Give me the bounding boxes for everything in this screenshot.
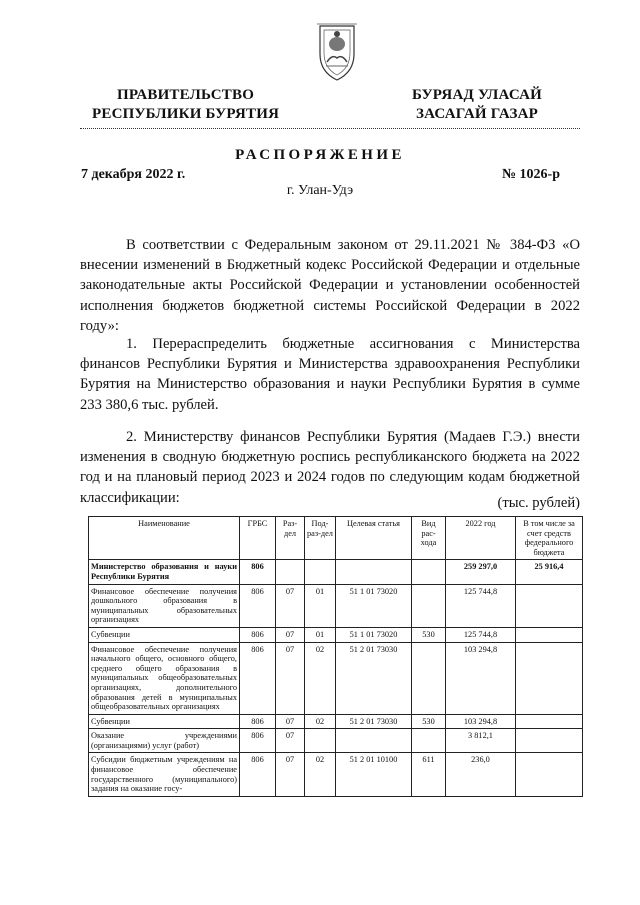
cell-grbs: 806	[240, 560, 276, 584]
cell-grbs: 806	[240, 729, 276, 753]
cell-name: Министерство образования и науки Республики Бурятия	[89, 560, 240, 584]
cell-vid: 530	[412, 627, 446, 642]
cell-year: 3 812,1	[446, 729, 516, 753]
cell-podrazdel: 02	[305, 642, 336, 714]
cell-vid	[412, 584, 446, 627]
cell-razdel	[276, 560, 305, 584]
unit-label: (тыс. рублей)	[497, 495, 580, 511]
cell-podrazdel: 02	[305, 714, 336, 729]
cell-vid	[412, 729, 446, 753]
cell-target: 51 1 01 73020	[336, 584, 412, 627]
cell-razdel: 07	[276, 753, 305, 796]
table-row	[89, 584, 583, 627]
cell-target: 51 2 01 73030	[336, 714, 412, 729]
table-row	[89, 627, 583, 642]
cell-grbs: 806	[240, 584, 276, 627]
cell-grbs: 806	[240, 753, 276, 796]
header-right-line1: БУРЯАД УЛАСАЙ	[412, 87, 543, 103]
cell-name: Субвенции	[89, 714, 240, 729]
document-date: 7 декабря 2022 г.	[81, 167, 186, 182]
header-target: Целевая статья	[336, 517, 412, 560]
cell-grbs: 806	[240, 642, 276, 714]
cell-vid: 611	[412, 753, 446, 796]
cell-federal	[516, 627, 583, 642]
cell-name: Финансовое обеспечение получения начального общего, основного общего, среднего общего образования в муниципальных общеобразовательных организациях, дополнительного образования детей в муниципальных общеобразовательных организациях	[89, 642, 240, 714]
cell-razdel: 07	[276, 627, 305, 642]
government-name-bua	[412, 86, 542, 124]
cell-name: Субсидии бюджетным учреждениям на финансовое обеспечение государственного (муниципального) задания на оказание госу-	[89, 753, 240, 796]
header-podrazdel: Под-раз-дел	[305, 517, 336, 560]
cell-year: 103 294,8	[446, 714, 516, 729]
table-row	[89, 729, 583, 753]
cell-razdel: 07	[276, 584, 305, 627]
cell-podrazdel: 01	[305, 584, 336, 627]
cell-vid	[412, 642, 446, 714]
table-header-row	[89, 517, 583, 560]
cell-federal	[516, 584, 583, 627]
cell-federal: 25 916,4	[516, 560, 583, 584]
cell-grbs: 806	[240, 627, 276, 642]
cell-razdel: 07	[276, 714, 305, 729]
header-year: 2022 год	[446, 517, 516, 560]
cell-federal	[516, 642, 583, 714]
budget-table	[88, 516, 583, 797]
cell-year: 125 744,8	[446, 627, 516, 642]
header-name: Наименование	[89, 517, 240, 560]
document-title: РАСПОРЯЖЕНИЕ	[235, 147, 405, 163]
cell-year: 103 294,8	[446, 642, 516, 714]
cell-podrazdel: 02	[305, 753, 336, 796]
cell-razdel: 07	[276, 642, 305, 714]
header-left-line1: ПРАВИТЕЛЬСТВО	[117, 87, 255, 103]
clause-2-paragraph: 2. Министерству финансов Республики Бурятия (Мадаев Г.Э.) внести изменения в сводную бюджетную роспись республиканского бюджета на 2022 год и на плановый период 2023 и 2024 годов по следующим кодам бюджетной классификации:	[80, 429, 580, 506]
cell-federal	[516, 753, 583, 796]
cell-target	[336, 729, 412, 753]
cell-target: 51 1 01 73020	[336, 627, 412, 642]
header-vid: Вид рас-хода	[412, 517, 446, 560]
cell-name: Финансовое обеспечение получения дошкольного образования в муниципальных образовательных организациях	[89, 584, 240, 627]
header-razdel: Раз-дел	[276, 517, 305, 560]
cell-name: Оказание учреждениями (организациями) услуг (работ)	[89, 729, 240, 753]
preamble-paragraph: В соответствии с Федеральным законом от 29.11.2021 № 384-ФЗ «О внесении изменений в Бюджетный кодекс Российской Федерации и отдельные законодательные акты Российской Федерации и установлении особенностей исполнения бюджетов бюджетной системы Российской Федерации в 2022 году»:	[80, 237, 580, 334]
cell-razdel: 07	[276, 729, 305, 753]
document-city: г. Улан-Удэ	[286, 183, 354, 198]
clause-1-paragraph: 1. Перераспределить бюджетные ассигнования с Министерства финансов Республики Бурятия и Министерства здравоохранения Республики Бурятия на Министерство образования и науки Республики Бурятия в сумме 233 380,6 тыс. рублей.	[80, 336, 580, 413]
header-divider	[80, 128, 580, 129]
cell-federal	[516, 714, 583, 729]
cell-year: 236,0	[446, 753, 516, 796]
government-name-ru	[92, 86, 279, 124]
header-left-line2: РЕСПУБЛИКИ БУРЯТИЯ	[92, 106, 280, 122]
cell-federal	[516, 729, 583, 753]
cell-target	[336, 560, 412, 584]
table-row	[89, 753, 583, 796]
cell-podrazdel	[305, 729, 336, 753]
cell-vid	[412, 560, 446, 584]
cell-year: 125 744,8	[446, 584, 516, 627]
header-right-line2: ЗАСАГАЙ ГАЗАР	[416, 106, 538, 122]
table-row	[89, 560, 583, 584]
cell-vid: 530	[412, 714, 446, 729]
table-row	[89, 642, 583, 714]
header-federal: В том числе за счет средств федерального бюджета	[516, 517, 583, 560]
cell-podrazdel	[305, 560, 336, 584]
cell-grbs: 806	[240, 714, 276, 729]
cell-year: 259 297,0	[446, 560, 516, 584]
document-number: № 1026-р	[501, 167, 560, 182]
cell-target: 51 2 01 10100	[336, 753, 412, 796]
coat-of-arms-emblem	[314, 20, 360, 82]
cell-target: 51 2 01 73030	[336, 642, 412, 714]
cell-podrazdel: 01	[305, 627, 336, 642]
table-row	[89, 714, 583, 729]
cell-name: Субвенции	[89, 627, 240, 642]
header-grbs: ГРБС	[240, 517, 276, 560]
